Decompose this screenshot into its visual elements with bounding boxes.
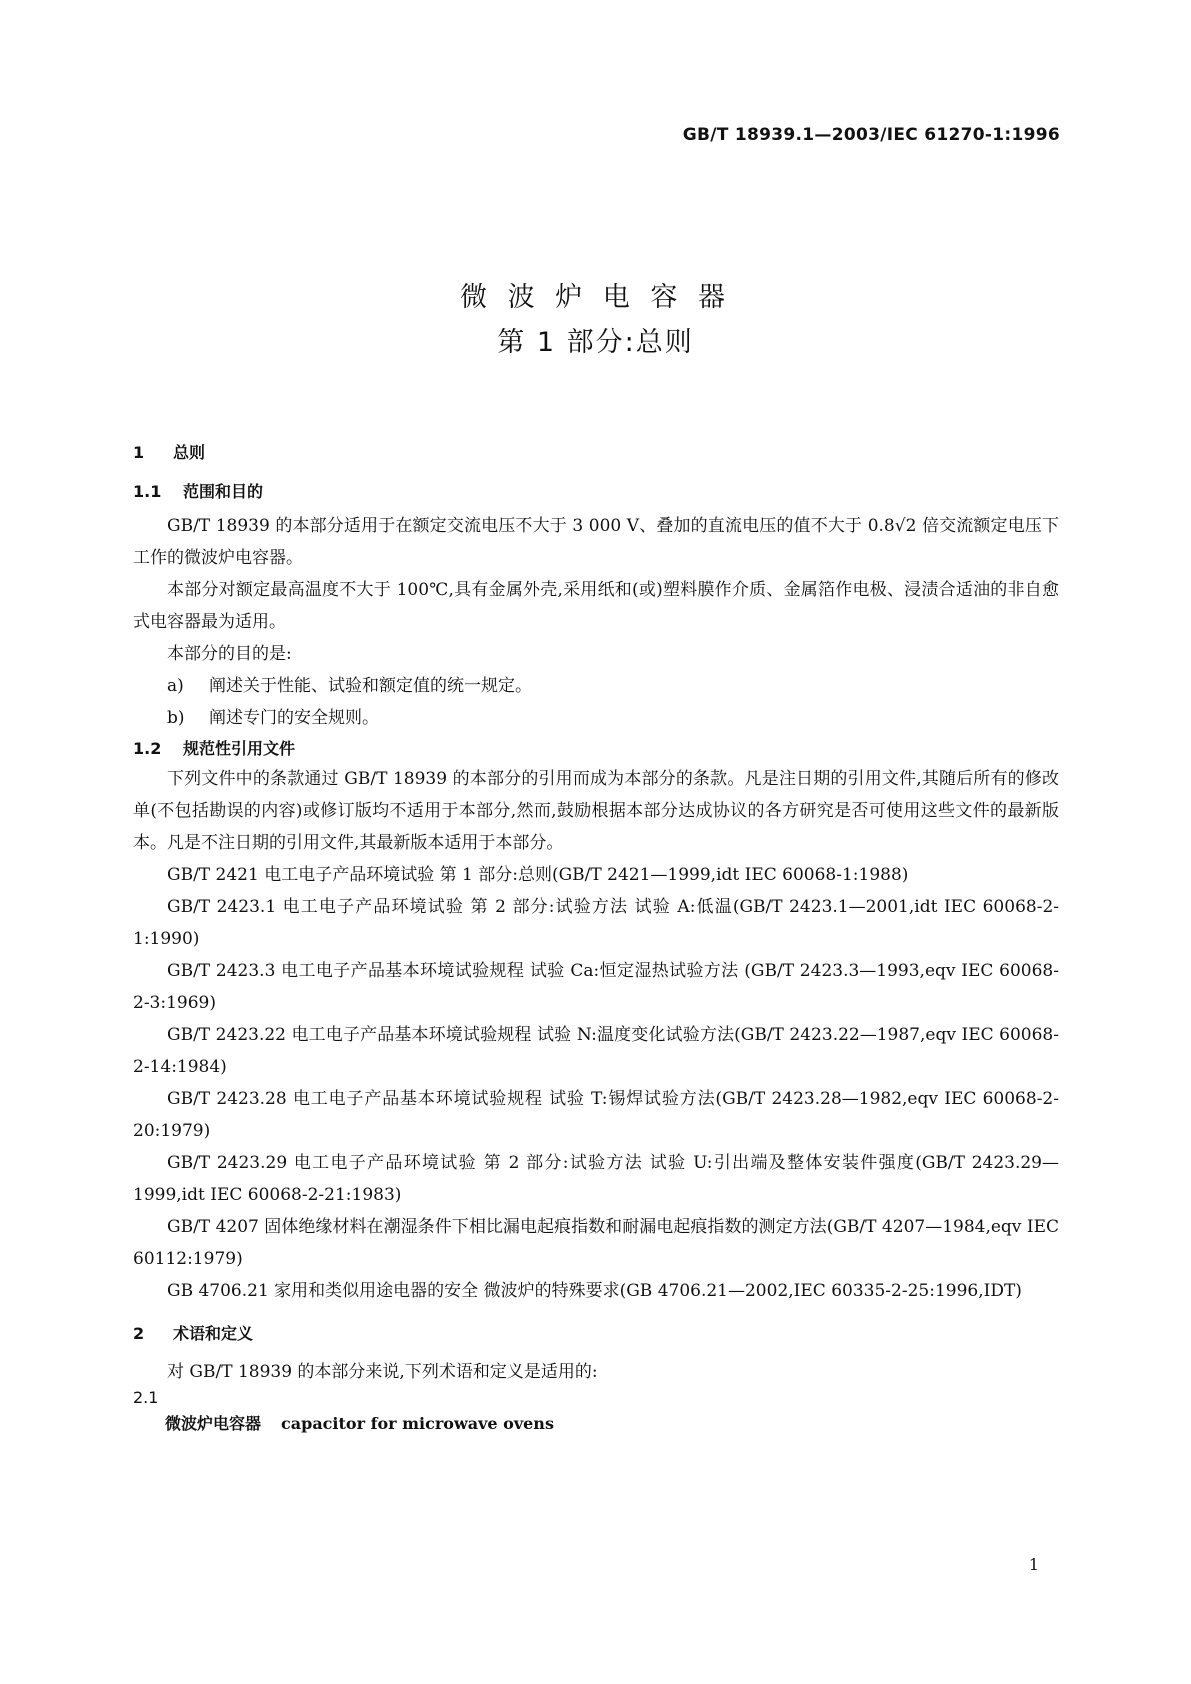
list-item-b xyxy=(133,702,1059,734)
section-1-heading xyxy=(133,440,1059,463)
scope-paragraph-2: 本部分对额定最高温度不大于 100℃,具有金属外壳,采用纸和(或)塑料膜作介质、金属箔作电极、浸渍合适油的非自愈式电容器最为适用。 xyxy=(133,580,1059,632)
reference-entry: GB/T 2423.28 电工电子产品基本环境试验规程 试验 T:锡焊试验方法(GB/T 2423.28—1982,eqv IEC 60068-2-20:1979) xyxy=(133,1089,1059,1141)
list-label: a) xyxy=(167,676,184,696)
section-title: 范围和目的 xyxy=(183,482,264,501)
reference-entry: GB/T 2423.1 电工电子产品环境试验 第 2 部分:试验方法 试验 A:低温(GB/T 2423.1—2001,idt IEC 60068-2-1:1990) xyxy=(133,897,1059,949)
section-number: 1.1 xyxy=(133,482,162,501)
document-subtitle: 第 1 部分:总则 xyxy=(497,327,694,358)
section-title: 规范性引用文件 xyxy=(183,739,296,758)
section-2-heading xyxy=(133,1321,1059,1344)
reference-entry: GB/T 4207 固体绝缘材料在潮湿条件下相比漏电起痕指数和耐漏电起痕指数的测定方法(GB/T 4207—1984,eqv IEC 60112:1979) xyxy=(133,1217,1059,1269)
standard-number: GB/T 18939.1—2003/IEC 61270-1:1996 xyxy=(682,125,1060,145)
scope-paragraph-1: GB/T 18939 的本部分适用于在额定交流电压不大于 3 000 V、叠加的直流电压的值不大于 0.8√2 倍交流额定电压下工作的微波炉电容器。 xyxy=(133,516,1059,568)
page-number: 1 xyxy=(1028,1555,1039,1574)
reference-entry: GB/T 2423.3 电工电子产品基本环境试验规程 试验 Ca:恒定湿热试验方法 (GB/T 2423.3—1993,eqv IEC 60068-2-3:1969) xyxy=(133,961,1059,1013)
document-body xyxy=(133,440,1059,1434)
normative-references-intro: 下列文件中的条款通过 GB/T 18939 的本部分的引用而成为本部分的条款。凡是注日期的引用文件,其随后所有的修改单(不包括勘误的内容)或修订版均不适用于本部分,然而,鼓励根据本部分达成协议的各方研究是否可使用这些文件的最新版本。凡是不注日期的引用文件,其最新版本适用于本部分。 xyxy=(133,769,1059,853)
scope-paragraph-3: 本部分的目的是: xyxy=(167,644,292,664)
term-english: capacitor for microwave ovens xyxy=(281,1414,554,1433)
section-1-2-heading xyxy=(133,736,1059,759)
list-text: 阐述专门的安全规则。 xyxy=(209,708,379,728)
reference-entry: GB/T 2423.22 电工电子产品基本环境试验规程 试验 N:温度变化试验方法(GB/T 2423.22—1987,eqv IEC 60068-2-14:1984) xyxy=(133,1025,1059,1077)
reference-entry: GB 4706.21 家用和类似用途电器的安全 微波炉的特殊要求(GB 4706.21—2002,IEC 60335-2-25:1996,IDT) xyxy=(167,1281,1022,1301)
list-item-a xyxy=(133,670,1059,702)
terms-intro: 对 GB/T 18939 的本部分来说,下列术语和定义是适用的: xyxy=(167,1362,598,1382)
section-number: 2 xyxy=(133,1324,145,1343)
document-title: 微 波 炉 电 容 器 xyxy=(460,282,731,313)
list-label: b) xyxy=(167,708,185,728)
section-title: 总则 xyxy=(173,443,206,462)
section-title: 术语和定义 xyxy=(173,1324,254,1343)
section-number: 1 xyxy=(133,443,145,462)
section-1-1-heading xyxy=(133,479,1059,502)
reference-entry: GB/T 2421 电工电子产品环境试验 第 1 部分:总则(GB/T 2421—1999,idt IEC 60068-1:1988) xyxy=(167,865,909,885)
term-entry xyxy=(133,1411,1059,1434)
list-text: 阐述关于性能、试验和额定值的统一规定。 xyxy=(209,676,532,696)
term-chinese: 微波炉电容器 xyxy=(165,1414,262,1433)
section-number: 1.2 xyxy=(133,739,162,758)
section-2-1-number: 2.1 xyxy=(133,1388,159,1407)
reference-entry: GB/T 2423.29 电工电子产品环境试验 第 2 部分:试验方法 试验 U:引出端及整体安装件强度(GB/T 2423.29—1999,idt IEC 60068-2-21:1983) xyxy=(133,1153,1059,1205)
